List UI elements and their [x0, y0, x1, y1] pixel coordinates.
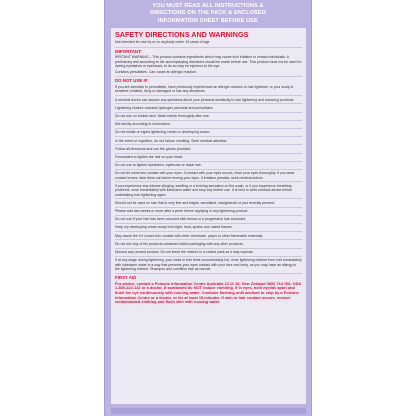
header-line-3: INFORMATION SHEET BEFORE USE: [158, 17, 258, 24]
important-heading: IMPORTANT:: [115, 47, 302, 54]
warning-paragraph: If at any stage during lightening, your head or hair feels uncomfortably hot, rinse lightening mixture from hair immediately with lukewarm water in a way that prevents your eyes contact with your face and body, as you may have an allergy to the lightening mixture. Shampoo and condition hair as normal.: [115, 258, 302, 271]
warning-paragraph: Do not mix any of the products contained within packaging with any other products.: [115, 241, 244, 246]
warning-paragraph: Do not use if your hair has been coloured with henna or a progressive hair colourant.: [115, 217, 247, 222]
warning-paragraph: Keep my developing cream away from light, heat, sparks and naked flames.: [115, 225, 233, 230]
header-line-1: YOU MUST READ ALL INSTRUCTIONS &: [152, 3, 264, 9]
warning-paragraph: Do not let come into contact with your eyes. If contact with your eyes occurs, rinse your eyes thoroughly. If you wear contact lenses, take them out before rinsing your eyes. If irritation persists, seek medical advice.: [115, 171, 295, 180]
safety-title: SAFETY DIRECTIONS AND WARNINGS: [115, 30, 249, 39]
warning-paragraph: Formulated to lighten the hair on your head.: [115, 154, 183, 159]
do-not-use-heading: DO NOT USE IF:: [115, 76, 302, 83]
bottom-strip: [111, 408, 306, 414]
header-line-2: DIRECTIONS ON THE PACK & ENCLOSED: [150, 10, 266, 17]
warning-paragraph: May cause fire if it comes into contact with other chemicals, paper or other flammable materials.: [115, 233, 264, 238]
warning-paragraph: Discard any unused product. Do not leave the mixture in a closed pack as it may explode.: [115, 250, 254, 254]
warning-paragraph: If you experience any intense stinging, swelling or a burning sensation on the scalp, or if you experience breathing problems, rinse immediately with lukewarm water and stop any further use. It is best to seek medical advice before undertaking hair lightening again.: [115, 183, 293, 197]
warning-paragraph: Lightening mixture contains hydrogen peroxide and persulfates.: [115, 105, 214, 110]
first-aid-text: For advice, contact a Poisons Information Centre Australia 13 11 26; New Zealand 0800 764 766; USA 1-800-222-122 or a doctor. If swallowed do NOT induce vomiting. If in eyes, hold eyelids apart and flush the eye continuously with running water. Continue flushing until advised to stop by a Poisons Information Centre or a doctor, or for at least 15 minutes. If skin or hair contact occurs, remove contaminated clothing and flush skin with running water.: [115, 280, 301, 305]
product-packaging-panel: [104, 0, 312, 416]
warning-paragraph: Do not use on broken skin. Wash hands thoroughly after use.: [115, 113, 210, 118]
warning-paragraph: Follow all directions and use the gloves provided.: [115, 146, 192, 151]
age-restriction-text: Not intended for use by or on anybody under 16 years of age.: [115, 40, 211, 45]
safety-warnings-sheet: [111, 28, 306, 404]
warning-paragraph: Do not use to lighten eyelashes, eyebrows or facial hair.: [115, 163, 202, 168]
warning-paragraph: Please wait two weeks or more after a perm before applying or any lightening product.: [115, 209, 249, 214]
first-aid-heading: FIRST AID: [115, 273, 302, 280]
irritant-warning-text: IRRITANT WARNING – This product contains ingredients which may cause skin irritation to certain individuals. A preliminary test according to the accompanying directions should be made before use. This product must not be used for dyeing eyelashes or eyebrows; to do so may be injurious to the eye.: [115, 55, 302, 69]
warning-paragraph: If you are sensitive to persulfates, have previously experienced an allergic reaction to hair lightener, or your scalp is sensitive, irritated, itchy or damaged or has any abrasions.: [115, 85, 294, 94]
warning-paragraph: Should not be used on hair that is very fine and fragile, sensitised, straightened or just recently permed.: [115, 200, 275, 205]
persulfates-warning-text: Contains persulfates. Can cause an allergic reaction.: [115, 70, 197, 74]
warning-paragraph: Do not inhale or ingest lightening cream or developing cream.: [115, 130, 211, 135]
warning-paragraph: Mix strictly according to instructions.: [115, 122, 172, 127]
warning-paragraph: In the event of ingestion, do not induce vomiting. Seek medical attention.: [115, 138, 228, 143]
warning-paragraph: A medical doctor can answer any questions about your personal sensitivity to hair lightening and colouring products.: [115, 97, 295, 102]
